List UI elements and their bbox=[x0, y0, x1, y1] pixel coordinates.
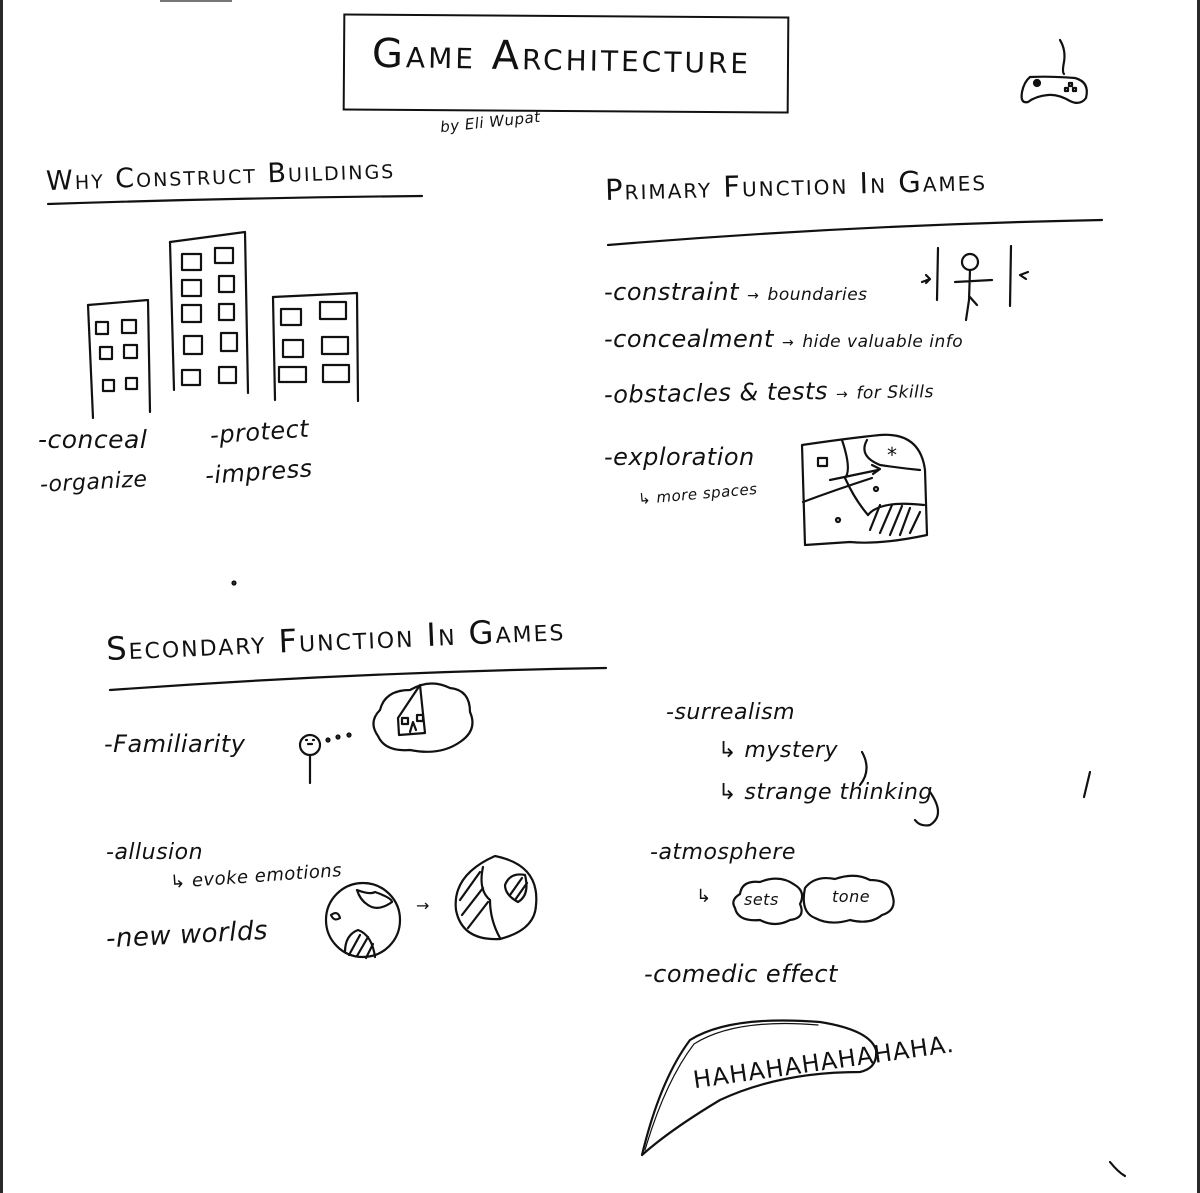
primary-item-exploration-sub: ↳ more spaces bbox=[637, 479, 759, 509]
cloud-label-tone: tone bbox=[832, 887, 871, 906]
speech-bubble-text: HAHAHAHAHAHAHA. bbox=[691, 1029, 957, 1095]
reason-conceal: -conceal bbox=[38, 425, 148, 454]
primary-item-label: -constraint bbox=[604, 278, 740, 306]
secondary-item-allusion-sub: ↳ evoke emotions bbox=[169, 860, 343, 893]
primary-item-concealment bbox=[604, 325, 963, 353]
primary-item-note: hide valuable info bbox=[802, 332, 964, 352]
arrow-icon: → bbox=[416, 896, 430, 915]
buildings-sketch bbox=[88, 232, 358, 418]
cloud-label-sets: sets bbox=[744, 890, 779, 909]
underline-secondary bbox=[110, 668, 606, 690]
secondary-item-allusion: -allusion bbox=[106, 840, 204, 865]
primary-item-label: -obstacles & tests bbox=[603, 376, 829, 409]
two-globes-sketch bbox=[326, 856, 536, 958]
byline: by Eli Wupat bbox=[439, 107, 542, 137]
primary-item-note: boundaries bbox=[767, 285, 868, 305]
surrealism-sub-strange-thinking: ↳ strange thinking bbox=[718, 780, 933, 805]
arrow-icon: → bbox=[747, 288, 760, 304]
stray-dot bbox=[233, 582, 236, 585]
sub-arrow-icon: ↳ bbox=[696, 886, 712, 907]
secondary-item-atmosphere: -atmosphere bbox=[650, 840, 796, 865]
surrealism-sub-mystery: ↳ mystery bbox=[718, 738, 839, 763]
heading-secondary-function: Secondary Function In Games bbox=[105, 609, 567, 669]
page-title: Game Architecture bbox=[371, 30, 752, 84]
primary-item-note: for Skills bbox=[856, 382, 935, 404]
secondary-item-surrealism: -surrealism bbox=[666, 700, 796, 725]
person-thinking-of-house bbox=[300, 683, 472, 783]
stray-mark bbox=[1084, 772, 1090, 797]
heading-primary-function: Primary Function In Games bbox=[604, 163, 988, 207]
reason-protect: -protect bbox=[209, 414, 311, 450]
scan-edge-left bbox=[0, 0, 3, 1193]
game-controller-icon bbox=[1022, 40, 1087, 103]
primary-item-exploration: -exploration bbox=[604, 443, 755, 471]
underline-why bbox=[48, 196, 422, 204]
primary-item-obstacles bbox=[604, 375, 934, 409]
stray-mark bbox=[1110, 1162, 1125, 1176]
underline-primary bbox=[608, 220, 1102, 245]
arrow-icon: → bbox=[782, 335, 795, 351]
speech-bubble bbox=[642, 1020, 876, 1155]
secondary-item-familiarity: -Familiarity bbox=[104, 730, 246, 758]
primary-item-constraint bbox=[604, 278, 868, 306]
reason-impress: -impress bbox=[204, 454, 314, 490]
secondary-item-comedic-effect: -comedic effect bbox=[644, 960, 838, 988]
scan-edge-mark bbox=[160, 0, 232, 2]
exploration-map-sketch bbox=[802, 435, 927, 545]
boxed-in-stick-figure bbox=[922, 246, 1028, 320]
heading-why-construct-buildings: Why Construct Buildings bbox=[45, 153, 396, 198]
svg-text:*: * bbox=[887, 443, 897, 467]
reason-organize: -organize bbox=[39, 467, 149, 498]
primary-item-label: -concealment bbox=[604, 325, 774, 353]
secondary-item-new-worlds: -new worlds bbox=[105, 915, 269, 955]
arrow-icon: → bbox=[835, 386, 849, 403]
